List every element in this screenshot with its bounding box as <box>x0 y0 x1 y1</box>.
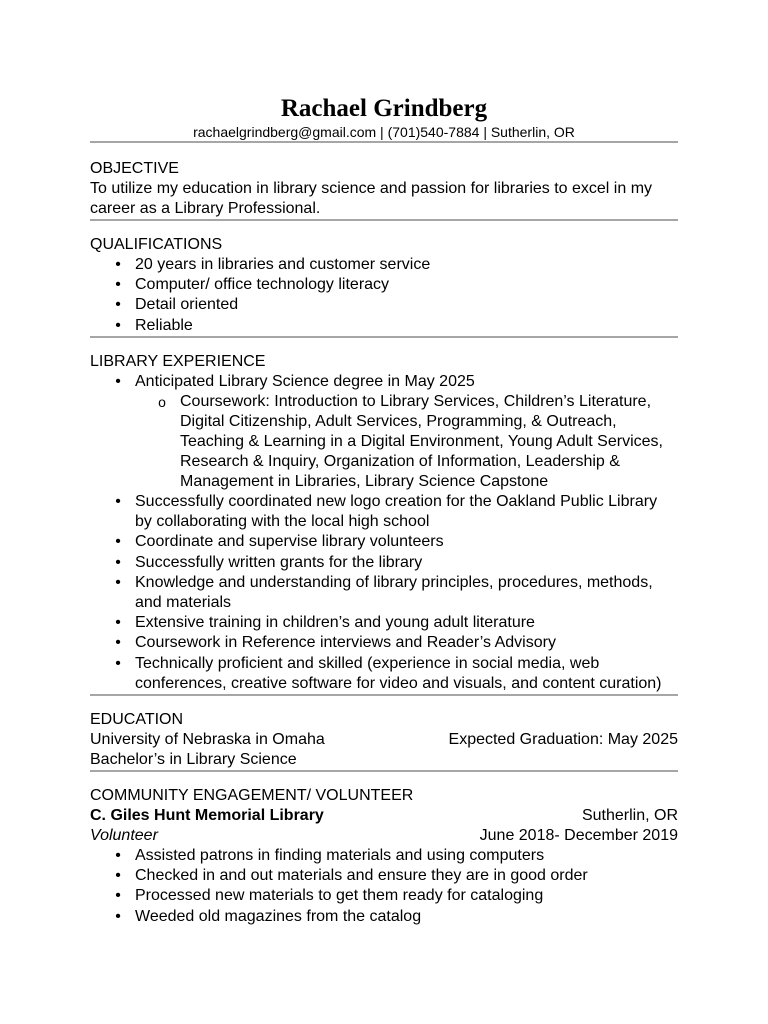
contact-line: rachaelgrindberg@gmail.com | (701)540-7884 | Sutherlin, OR <box>193 124 575 140</box>
list-item-text: Successfully written grants for the library <box>135 553 423 571</box>
list-item <box>90 275 678 295</box>
education-section <box>90 710 678 770</box>
qualifications-list <box>90 255 678 336</box>
school-name: University of Nebraska in Omaha <box>90 731 325 749</box>
community-section <box>90 786 678 927</box>
library-experience-section <box>90 352 678 694</box>
list-item <box>90 316 678 336</box>
list-item-text: Detail oriented <box>135 296 239 314</box>
degree-name: Bachelor’s in Library Science <box>90 751 297 769</box>
section-heading-community: COMMUNITY ENGAGEMENT/ VOLUNTEER <box>90 787 414 805</box>
coursework-text: Coursework: Introduction to Library Services, Children’s Literature, Digital Citizenship, Adult Services, Programming, & Outreach, Teaching & Learning in a Digital Environment, Young Adult Services, Research & Inquiry, Organization of Information, Leadership & Management in Libraries, Library Science Capstone <box>180 393 663 491</box>
list-item <box>90 866 678 886</box>
list-item <box>90 372 678 492</box>
section-heading-qualifications: QUALIFICATIONS <box>90 236 223 253</box>
sub-list <box>135 392 678 492</box>
section-heading-education: EDUCATION <box>90 711 184 729</box>
list-item <box>90 907 678 927</box>
list-item <box>90 654 678 694</box>
bullet-icon: • <box>115 296 121 314</box>
list-item-text: Coursework in Reference interviews and Reader’s Advisory <box>135 634 556 652</box>
list-item-text: Knowledge and understanding of library principles, procedures, methods, and materials <box>135 573 653 612</box>
section-heading-objective: OBJECTIVE <box>90 160 179 177</box>
bullet-icon: • <box>115 316 121 334</box>
graduation-date: Expected Graduation: May 2025 <box>448 731 678 749</box>
list-item-text: Coordinate and supervise library volunteers <box>135 533 444 551</box>
list-item <box>90 886 678 906</box>
divider <box>90 336 678 338</box>
bullet-icon: • <box>115 847 121 865</box>
list-item-text: Processed new materials to get them ready for cataloging <box>135 887 544 905</box>
role-dates: June 2018- December 2019 <box>479 827 678 845</box>
bullet-icon: • <box>115 573 121 591</box>
bullet-icon: • <box>115 634 121 652</box>
resume <box>90 94 678 927</box>
sub-list-item <box>90 392 678 492</box>
divider <box>90 219 678 221</box>
bullet-icon: • <box>115 276 121 294</box>
list-item <box>90 613 678 633</box>
bullet-icon: • <box>115 887 121 905</box>
role-title: Volunteer <box>90 827 158 845</box>
section-heading-library-experience: LIBRARY EXPERIENCE <box>90 352 266 370</box>
list-item <box>90 553 678 573</box>
bullet-icon: • <box>115 614 121 632</box>
bullet-icon: • <box>115 256 121 273</box>
hollow-bullet-icon: o <box>158 394 166 411</box>
list-item-text: Weeded old magazines from the catalog <box>135 907 422 925</box>
bullet-icon: • <box>115 533 121 551</box>
role-row <box>90 826 678 846</box>
bullet-icon: • <box>115 372 121 390</box>
list-item-text: Anticipated Library Science degree in May 2025 <box>135 372 475 390</box>
organization-name: C. Giles Hunt Memorial Library <box>90 807 324 825</box>
org-row <box>90 806 678 826</box>
list-item-text: Assisted patrons in finding materials and using computers <box>135 847 545 865</box>
list-item <box>90 492 678 532</box>
candidate-name: Rachael Grindberg <box>280 95 488 122</box>
bullet-icon: • <box>115 867 121 885</box>
divider <box>90 770 678 772</box>
bullet-icon: • <box>115 654 121 672</box>
list-item-text: Computer/ office technology literacy <box>135 276 390 294</box>
divider <box>90 694 678 696</box>
list-item-text: Successfully coordinated new logo creation for the Oakland Public Library by collaborating with the local high school <box>135 493 658 531</box>
community-list <box>90 846 678 927</box>
bullet-icon: • <box>115 493 121 511</box>
list-item <box>90 255 678 275</box>
library-experience-list <box>90 372 678 694</box>
objective-section <box>90 159 678 219</box>
organization-location: Sutherlin, OR <box>581 807 678 825</box>
divider <box>90 141 678 143</box>
list-item-text: Checked in and out materials and ensure they are in good order <box>135 867 588 885</box>
list-item-text: Technically proficient and skilled (experience in social media, web conferences, creative software for video and visuals, and content curation) <box>135 654 662 692</box>
list-item <box>90 295 678 315</box>
list-item <box>90 532 678 552</box>
list-item <box>90 846 678 866</box>
list-item-text: 20 years in libraries and customer service <box>135 256 431 273</box>
list-item <box>90 573 678 613</box>
list-item <box>90 633 678 653</box>
qualifications-section <box>90 235 678 336</box>
list-item-text: Reliable <box>135 316 193 334</box>
bullet-icon: • <box>115 907 121 925</box>
list-item-text: Extensive training in children’s and young adult literature <box>135 614 535 632</box>
bullet-icon: • <box>115 553 121 571</box>
education-row <box>90 730 678 750</box>
objective-text: To utilize my education in library science and passion for libraries to excel in my career as a Library Professional. <box>90 180 653 217</box>
